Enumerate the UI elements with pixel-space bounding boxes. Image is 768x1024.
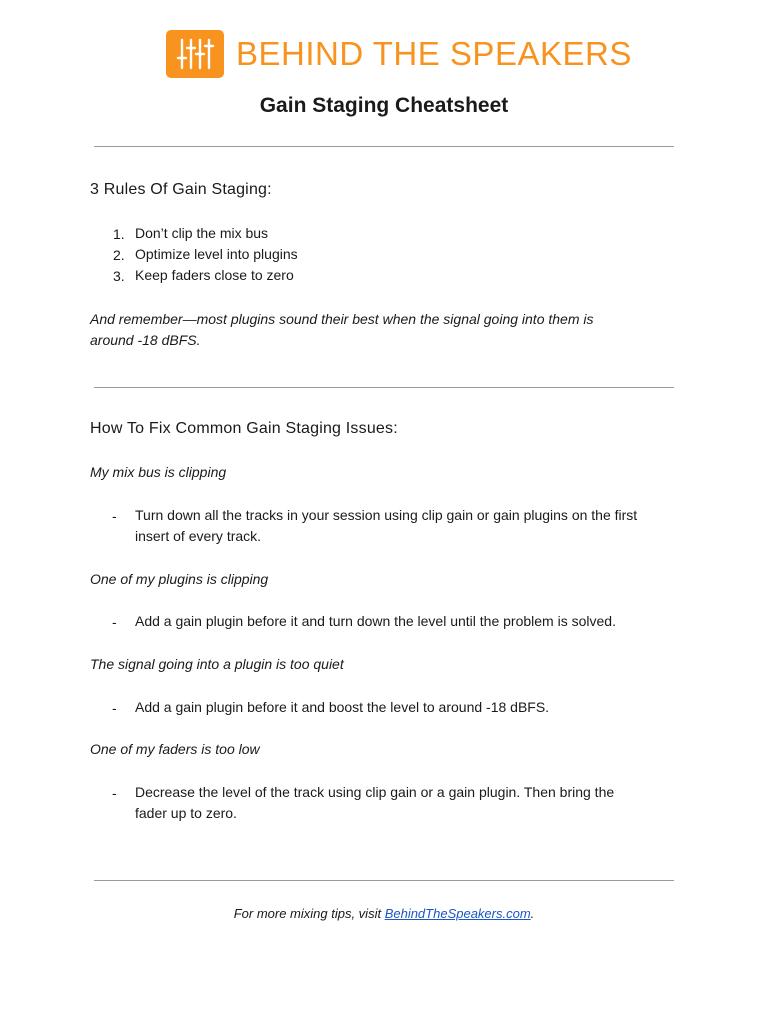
divider: [94, 880, 674, 881]
brand-logo: [166, 30, 632, 78]
bullet-dash: -: [112, 785, 117, 801]
bullet-dash: -: [112, 614, 117, 630]
rule-number: 3.: [113, 268, 125, 284]
fixes-heading: How To Fix Common Gain Staging Issues:: [90, 420, 398, 437]
issue-title: My mix bus is clipping: [90, 464, 227, 480]
page-title: Gain Staging Cheatsheet: [259, 94, 509, 117]
rule-item: Optimize level into plugins: [135, 246, 298, 262]
issue-solution-line: Decrease the level of the track using clip gain or a gain plugin. Then bring the: [135, 784, 615, 800]
issue-solution-line: Turn down all the tracks in your session using clip gain or gain plugins on the first: [135, 507, 638, 523]
issue-solution-line: Add a gain plugin before it and turn down the level until the problem is solved.: [135, 613, 616, 629]
rules-heading: 3 Rules Of Gain Staging:: [90, 181, 272, 198]
faders-icon: [166, 30, 224, 78]
issue-solution-line: Add a gain plugin before it and boost the level to around -18 dBFS.: [135, 699, 550, 715]
rule-item: Keep faders close to zero: [135, 267, 294, 283]
brand-name: BEHIND THE SPEAKERS: [236, 35, 632, 72]
tip-note-line: And remember—most plugins sound their best when the signal going into them is: [90, 311, 594, 327]
rule-number: 2.: [113, 247, 125, 263]
issue-solution-line: fader up to zero.: [135, 805, 237, 821]
rule-item: Don’t clip the mix bus: [135, 225, 269, 241]
bullet-dash: -: [112, 508, 117, 524]
issue-title: The signal going into a plugin is too quiet: [90, 656, 344, 672]
footer-text: For more mixing tips, visit: [233, 906, 385, 921]
issue-title: One of my faders is too low: [90, 741, 260, 757]
rule-number: 1.: [113, 226, 125, 242]
footer-period: .: [530, 906, 535, 921]
divider: [94, 387, 674, 388]
issue-solution-line: insert of every track.: [135, 528, 262, 544]
website-link[interactable]: BehindTheSpeakers.com: [384, 906, 531, 921]
bullet-dash: -: [112, 700, 117, 716]
tip-note-line: around -18 dBFS.: [90, 332, 201, 348]
divider: [94, 146, 674, 147]
footer: [0, 906, 768, 921]
issue-title: One of my plugins is clipping: [90, 571, 269, 587]
